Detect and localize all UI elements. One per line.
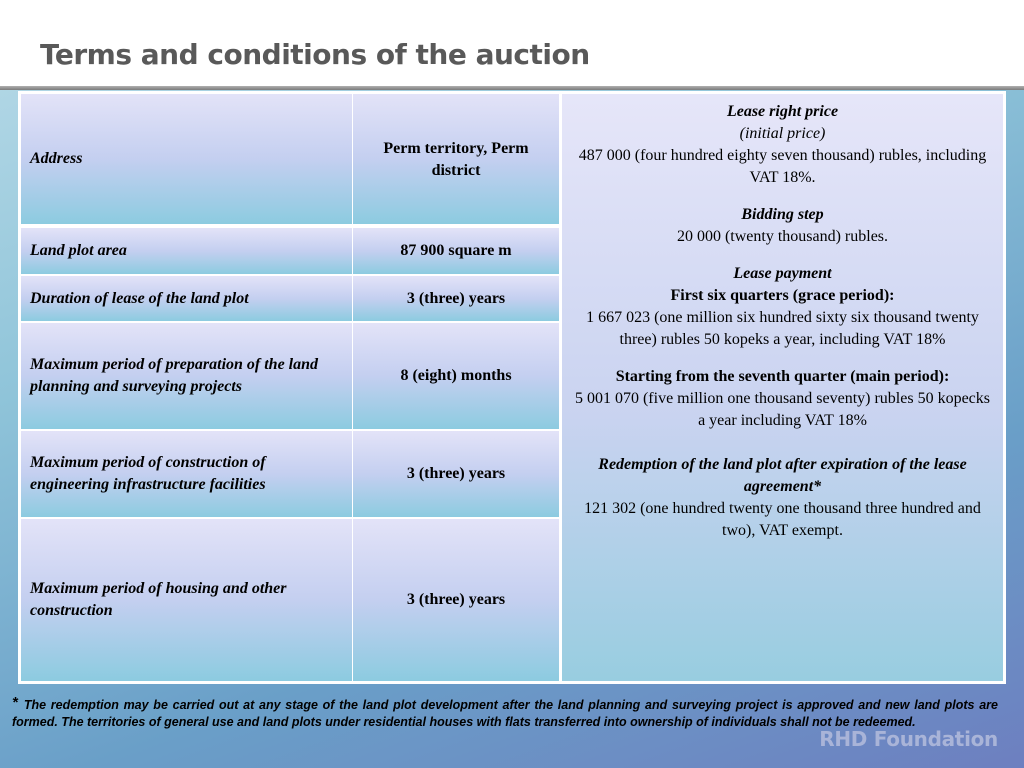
table-row-address-label [21,94,352,224]
lease-payment-heading: Lease payment [733,265,832,282]
redemption-block [572,454,993,542]
row-value: Perm territory, Perm district [383,140,529,179]
row-label: Land plot area [30,242,127,259]
lease-price-text: 487 000 (four hundred eighty seven thousand) rubles, including VAT 18%. [578,147,987,186]
table-row-infrastructure-label [21,431,352,517]
lease-price-subheading: (initial price) [739,125,826,142]
lease-price-block [572,101,993,189]
redemption-text: 121 302 (one hundred twenty one thousand three hundred and two), VAT exempt. [584,500,981,539]
table-row-duration-value [353,276,559,321]
brand-logo-text: RHD Foundation [819,727,998,751]
main-period-text: 5 001 070 (five million one thousand seventy) rubles 50 kopecks a year including VAT 18% [574,390,991,429]
table-row-housing-label [21,519,352,681]
footnote [12,694,998,731]
lease-price-heading: Lease right price [726,103,839,120]
row-value: 8 (eight) months [400,367,512,384]
row-value: 3 (three) years [406,289,506,307]
grace-period-heading: First six quarters (grace period): [670,287,895,304]
row-value: 3 (three) years [406,591,506,608]
row-value: 87 900 square m [400,242,512,259]
table-row-area-value [353,228,559,274]
row-label: Maximum period of preparation of the land planning and surveying projects [30,356,319,395]
table-row-housing-value [353,519,559,681]
table-row-duration-label [21,276,352,321]
footnote-marker: * [12,694,18,711]
table-row-infrastructure-value [353,431,559,517]
bidding-step-text: 20 000 (twenty thousand) rubles. [676,228,889,245]
grace-period-text: 1 667 023 (one million six hundred sixty six thousand twenty three) rubles 50 kopeks a year, including VAT 18% [586,309,979,348]
row-label: Maximum period of housing and other construction [30,580,287,619]
table-row-address-value [353,94,559,224]
row-label: Address [30,150,83,167]
slide-title: Terms and conditions of the auction [40,38,590,71]
bidding-step-block [572,204,993,248]
table-row-area-label [21,228,352,274]
redemption-heading: Redemption of the land plot after expiration of the lease agreement* [598,456,967,495]
footnote-text: The redemption may be carried out at any stage of the land plot development after the land planning and surveying project is approved and new land plots are formed. The territories of general use and land plots under residential houses with flats transferred into ownership of individuals shall not be redeemed. [12,698,998,729]
auction-prices-panel [562,94,1003,681]
lease-payment-block [572,263,993,351]
bidding-step-heading: Bidding step [741,206,824,223]
row-label: Duration of lease of the land plot [30,289,249,307]
row-label: Maximum period of construction of engineering infrastructure facilities [30,454,266,493]
table-row-preparation-value [353,323,559,429]
table-row-preparation-label [21,323,352,429]
title-divider [0,86,1024,90]
main-period-block [572,366,993,432]
main-period-heading: Starting from the seventh quarter (main period): [615,368,950,385]
row-value: 3 (three) years [406,465,506,482]
